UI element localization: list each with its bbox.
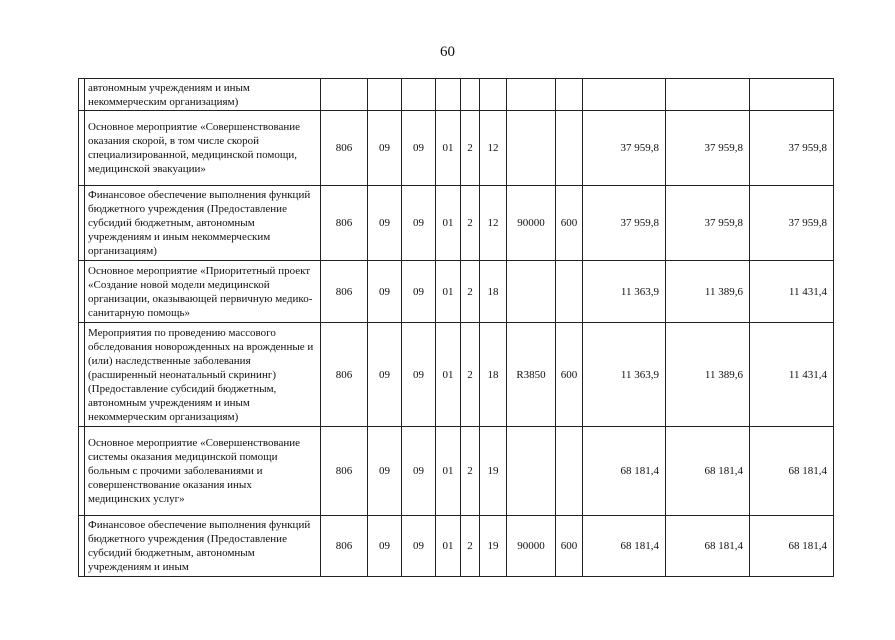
amount-year3-cell (750, 79, 834, 111)
amount-year1-cell: 68 181,4 (583, 516, 666, 577)
subprogram-cell: 2 (461, 186, 480, 261)
amount-year2-cell: 37 959,8 (666, 111, 750, 186)
event-cell (480, 79, 507, 111)
amount-year2-cell (666, 79, 750, 111)
description-cell: Основное мероприятие «Совершенствование оказания скорой, в том числе скорой специализированной, медицинской помощи, медицинской эвакуации» (85, 111, 321, 186)
amount-year2-cell: 11 389,6 (666, 261, 750, 323)
expense-type-cell (556, 111, 583, 186)
table-row (79, 79, 834, 111)
amount-year2-cell: 11 389,6 (666, 323, 750, 427)
subsection-cell: 09 (402, 427, 436, 516)
subprogram-cell: 2 (461, 516, 480, 577)
description-cell: Финансовое обеспечение выполнения функций бюджетного учреждения (Предоставление субсидий бюджетным, автономным учреждениям и иным некоммерческим организациям) (85, 186, 321, 261)
expense-type-cell (556, 427, 583, 516)
amount-year3-cell: 68 181,4 (750, 516, 834, 577)
description-cell: Основное мероприятие «Совершенствование системы оказания медицинской помощи больным с прочими заболеваниями и совершенствование оказания иных медицинских услуг» (85, 427, 321, 516)
program-cell: 01 (436, 186, 461, 261)
amount-year1-cell: 68 181,4 (583, 427, 666, 516)
program-cell: 01 (436, 111, 461, 186)
subsection-cell: 09 (402, 516, 436, 577)
program-cell: 01 (436, 516, 461, 577)
table-row (79, 186, 834, 261)
event-cell: 18 (480, 323, 507, 427)
description-cell: Мероприятия по проведению массового обследования новорожденных на врожденные и (или) наследственные заболевания (расширенный неонатальный скрининг) (Предоставление субсидий бюджетным, автономным учреждениям и иным некоммерческим организациям) (85, 323, 321, 427)
direction-cell (507, 79, 556, 111)
direction-cell (507, 261, 556, 323)
amount-year3-cell: 37 959,8 (750, 111, 834, 186)
direction-cell (507, 427, 556, 516)
table-row (79, 516, 834, 577)
table-row (79, 261, 834, 323)
event-cell: 12 (480, 111, 507, 186)
subsection-cell (402, 79, 436, 111)
grbs-cell: 806 (321, 111, 368, 186)
event-cell: 12 (480, 186, 507, 261)
section-cell: 09 (368, 516, 402, 577)
grbs-cell: 806 (321, 323, 368, 427)
grbs-cell (321, 79, 368, 111)
subsection-cell: 09 (402, 261, 436, 323)
budget-table (78, 78, 834, 577)
program-cell: 01 (436, 323, 461, 427)
description-cell: Финансовое обеспечение выполнения функций бюджетного учреждения (Предоставление субсидий бюджетным, автономным учреждениям и иным (85, 516, 321, 577)
grbs-cell: 806 (321, 516, 368, 577)
table-row (79, 427, 834, 516)
amount-year3-cell: 68 181,4 (750, 427, 834, 516)
subsection-cell: 09 (402, 111, 436, 186)
event-cell: 19 (480, 427, 507, 516)
amount-year3-cell: 11 431,4 (750, 261, 834, 323)
page-number: 60 (440, 44, 455, 60)
subsection-cell: 09 (402, 323, 436, 427)
expense-type-cell: 600 (556, 516, 583, 577)
expense-type-cell (556, 79, 583, 111)
table-row (79, 323, 834, 427)
amount-year1-cell: 37 959,8 (583, 186, 666, 261)
program-cell (436, 79, 461, 111)
event-cell: 18 (480, 261, 507, 323)
expense-type-cell (556, 261, 583, 323)
section-cell: 09 (368, 261, 402, 323)
amount-year1-cell: 11 363,9 (583, 261, 666, 323)
event-cell: 19 (480, 516, 507, 577)
grbs-cell: 806 (321, 261, 368, 323)
subprogram-cell: 2 (461, 111, 480, 186)
subprogram-cell: 2 (461, 427, 480, 516)
grbs-cell: 806 (321, 186, 368, 261)
direction-cell (507, 111, 556, 186)
program-cell: 01 (436, 261, 461, 323)
subsection-cell: 09 (402, 186, 436, 261)
subprogram-cell: 2 (461, 261, 480, 323)
direction-cell: R3850 (507, 323, 556, 427)
amount-year2-cell: 68 181,4 (666, 516, 750, 577)
table-row (79, 111, 834, 186)
amount-year1-cell: 11 363,9 (583, 323, 666, 427)
direction-cell: 90000 (507, 186, 556, 261)
amount-year3-cell: 11 431,4 (750, 323, 834, 427)
subprogram-cell (461, 79, 480, 111)
section-cell: 09 (368, 323, 402, 427)
amount-year2-cell: 37 959,8 (666, 186, 750, 261)
amount-year2-cell: 68 181,4 (666, 427, 750, 516)
section-cell: 09 (368, 186, 402, 261)
section-cell (368, 79, 402, 111)
description-cell: автономным учреждениям и иным некоммерческим организациям) (85, 79, 321, 111)
amount-year3-cell: 37 959,8 (750, 186, 834, 261)
amount-year1-cell (583, 79, 666, 111)
subprogram-cell: 2 (461, 323, 480, 427)
grbs-cell: 806 (321, 427, 368, 516)
description-cell: Основное мероприятие «Приоритетный проект «Создание новой модели медицинской организации, оказывающей первичную медико-санитарную помощь» (85, 261, 321, 323)
section-cell: 09 (368, 427, 402, 516)
amount-year1-cell: 37 959,8 (583, 111, 666, 186)
expense-type-cell: 600 (556, 186, 583, 261)
expense-type-cell: 600 (556, 323, 583, 427)
section-cell: 09 (368, 111, 402, 186)
program-cell: 01 (436, 427, 461, 516)
direction-cell: 90000 (507, 516, 556, 577)
